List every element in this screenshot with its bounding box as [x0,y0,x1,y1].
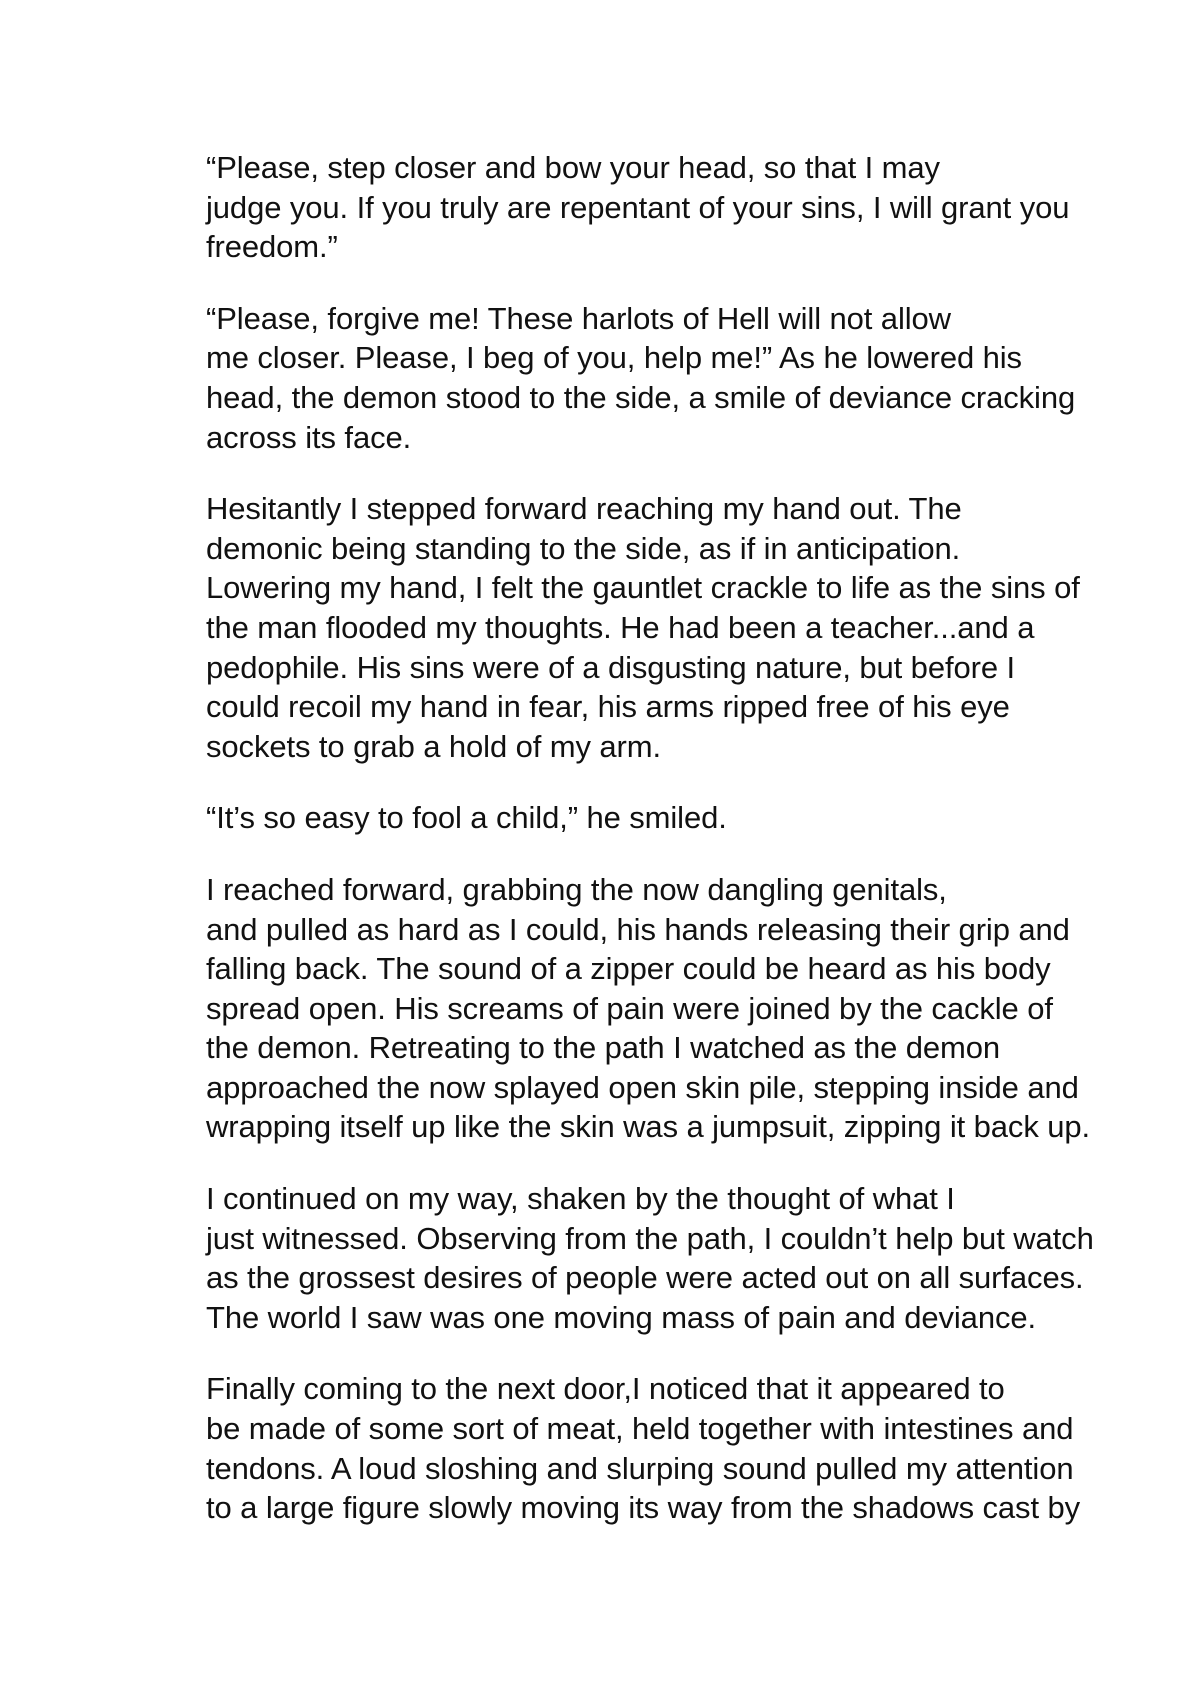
text-line: to a large figure slowly moving its way from the shadows cast by [206,1490,1081,1526]
text-line: and pulled as hard as I could, his hands releasing their grip and [206,911,1070,947]
text-line: the demon. Retreating to the path I watched as the demon [206,1030,1001,1066]
paragraph-6 [104,1179,1114,1337]
text-line: I continued on my way, shaken by the thought of what I [206,1181,955,1217]
text-line: “It’s so easy to fool a child,” he smiled. [206,800,727,836]
text-line: wrapping itself up like the skin was a jumpsuit, zipping it back up. [206,1109,1091,1145]
text-line: tendons. A loud sloshing and slurping sound pulled my attention [206,1450,1074,1486]
text-line: judge you. If you truly are repentant of your sins, I will grant you [206,189,1070,225]
text-line: pedophile. His sins were of a disgusting nature, but before I [206,649,1015,685]
text-line: be made of some sort of meat, held together with intestines and [206,1411,1074,1447]
body-text [104,148,1114,1560]
text-line: freedom.” [206,229,338,265]
text-line: as the grossest desires of people were acted out on all surfaces. [206,1260,1084,1296]
paragraph-2 [104,299,1114,457]
text-line: sockets to grab a hold of my arm. [206,728,662,764]
paragraph-4 [104,798,1114,838]
text-line: the man flooded my thoughts. He had been a teacher...and a [206,609,1035,645]
paragraph-1 [104,148,1114,267]
text-line: me closer. Please, I beg of you, help me!” As he lowered his [206,340,1022,376]
text-line: just witnessed. Observing from the path, I couldn’t help but watch [206,1220,1094,1256]
text-line: I reached forward, grabbing the now dangling genitals, [206,871,947,907]
paragraph-7 [104,1369,1114,1527]
text-line: The world I saw was one moving mass of pain and deviance. [206,1299,1037,1335]
text-line: spread open. His screams of pain were joined by the cackle of [206,990,1053,1026]
text-line: demonic being standing to the side, as if in anticipation. [206,530,961,566]
text-line: falling back. The sound of a zipper could be heard as his body [206,951,1051,987]
text-line: Lowering my hand, I felt the gauntlet crackle to life as the sins of [206,570,1080,606]
paragraph-5 [104,870,1114,1147]
text-line: head, the demon stood to the side, a smile of deviance cracking [206,379,1076,415]
paragraph-3 [104,489,1114,766]
text-line: Hesitantly I stepped forward reaching my hand out. The [206,491,962,527]
text-line: across its face. [206,419,412,455]
text-line: Finally coming to the next door,I noticed that it appeared to [206,1371,1005,1407]
text-line: “Please, forgive me! These harlots of Hell will not allow [206,300,951,336]
text-line: approached the now splayed open skin pile, stepping inside and [206,1069,1079,1105]
text-line: “Please, step closer and bow your head, so that I may [206,150,940,185]
text-line: could recoil my hand in fear, his arms ripped free of his eye [206,689,1010,725]
